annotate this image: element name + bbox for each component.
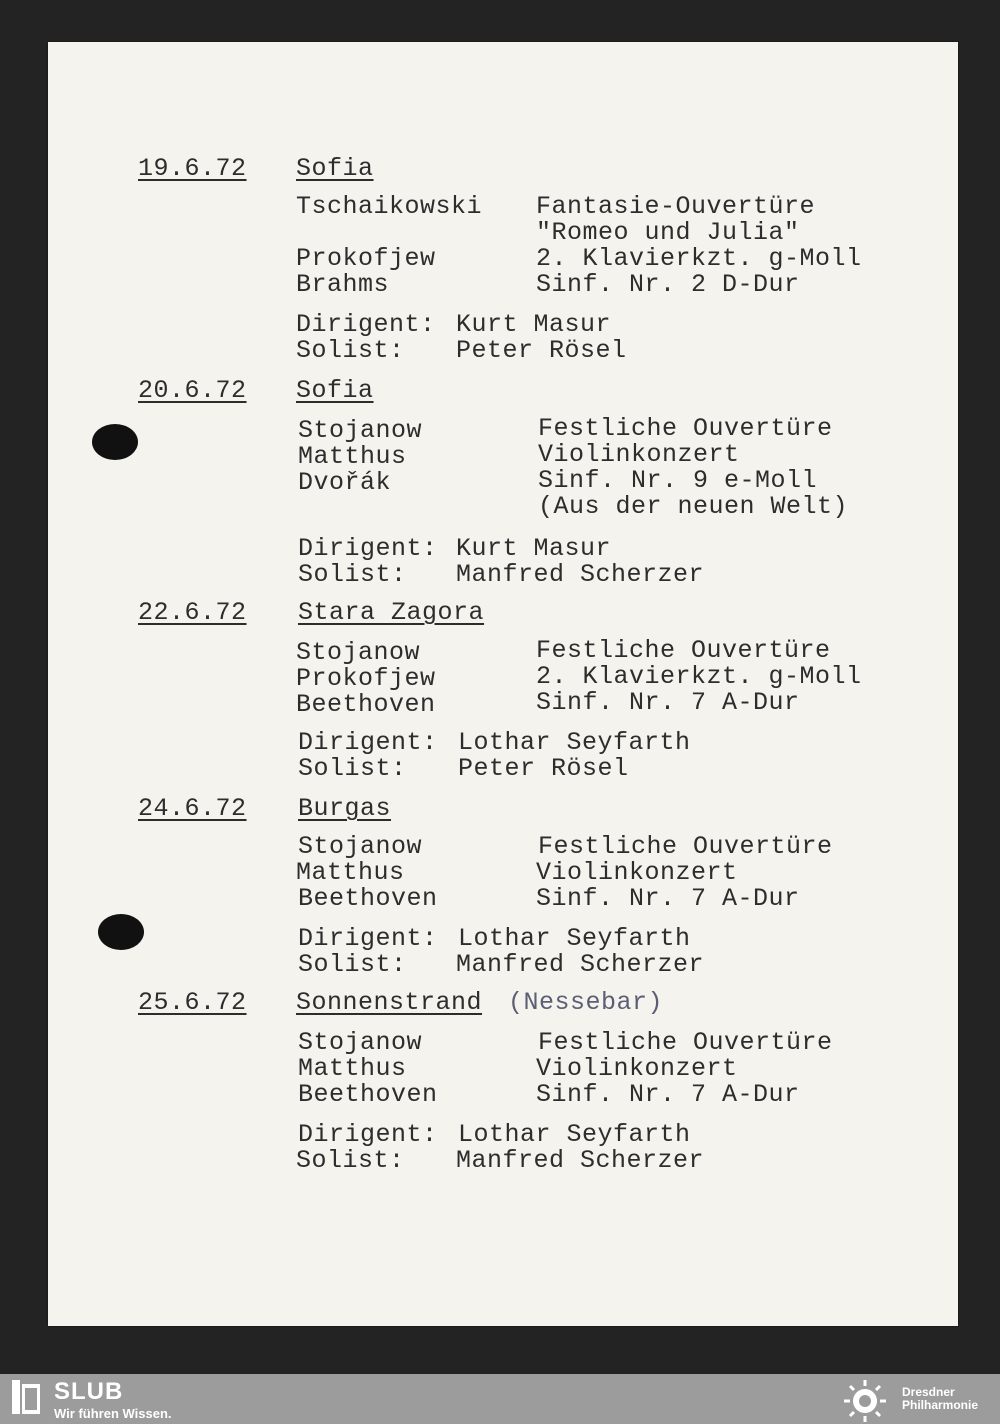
composer: Prokofjew [296, 664, 436, 693]
work-title: Sinf. Nr. 2 D-Dur [536, 270, 800, 299]
soloist-label: Solist: [296, 336, 405, 365]
work-title: Violinkonzert [536, 858, 738, 887]
concert-place: Sofia [296, 376, 374, 405]
conductor-label: Dirigent: [296, 310, 436, 339]
soloist: Manfred Scherzer [456, 1146, 705, 1175]
conductor-label: Dirigent: [298, 728, 438, 757]
composer: Beethoven [298, 1080, 438, 1109]
conductor: Kurt Masur [456, 534, 612, 563]
philharmonie-logo-icon [842, 1378, 888, 1424]
concert-place-note: (Nessebar) [508, 988, 664, 1017]
work-title: Fantasie-Ouvertüre [536, 192, 816, 221]
composer: Matthus [298, 1054, 407, 1083]
composer: Stojanow [298, 416, 423, 445]
composer: Prokofjew [296, 244, 436, 273]
composer: Beethoven [298, 884, 438, 913]
work-title: Festliche Ouvertüre [536, 636, 831, 665]
punch-hole [98, 914, 144, 950]
concert-place: Sofia [296, 154, 374, 183]
work-title: Sinf. Nr. 9 e-Moll [538, 466, 818, 495]
library-name: SLUB [54, 1378, 124, 1405]
composer: Dvořák [298, 468, 392, 497]
work-title: Sinf. Nr. 7 A-Dur [536, 688, 800, 717]
composer: Beethoven [296, 690, 436, 719]
work-title: (Aus der neuen Welt) [538, 492, 849, 521]
slub-logo-icon [12, 1380, 40, 1414]
concert-date: 20.6.72 [138, 376, 247, 405]
conductor: Lothar Seyfarth [458, 728, 691, 757]
concert-date: 24.6.72 [138, 794, 247, 823]
punch-hole [92, 424, 138, 460]
composer: Tschaikowski [296, 192, 483, 221]
composer: Matthus [296, 858, 405, 887]
concert-date: 19.6.72 [138, 154, 247, 183]
conductor: Lothar Seyfarth [458, 924, 691, 953]
concert-date: 25.6.72 [138, 988, 247, 1017]
composer: Stojanow [298, 832, 423, 861]
work-title: Violinkonzert [536, 1054, 738, 1083]
soloist-label: Solist: [296, 1146, 405, 1175]
work-title: 2. Klavierkzt. g-Moll [536, 662, 862, 691]
work-title: Violinkonzert [538, 440, 740, 469]
work-title: "Romeo und Julia" [536, 218, 800, 247]
composer: Brahms [296, 270, 390, 299]
library-tagline: Wir führen Wissen. [54, 1406, 172, 1421]
partner-name-line2: Philharmonie [902, 1398, 979, 1412]
soloist: Manfred Scherzer [456, 950, 705, 979]
soloist-label: Solist: [298, 754, 407, 783]
concert-date: 22.6.72 [138, 598, 247, 627]
composer: Stojanow [298, 1028, 423, 1057]
work-title: 2. Klavierkzt. g-Moll [536, 244, 862, 273]
conductor-label: Dirigent: [298, 1120, 438, 1149]
soloist: Peter Rösel [456, 336, 627, 365]
composer: Stojanow [296, 638, 421, 667]
composer: Matthus [298, 442, 407, 471]
concert-place: Burgas [298, 794, 392, 823]
concert-place: Sonnenstrand [296, 988, 483, 1017]
soloist: Manfred Scherzer [456, 560, 705, 589]
work-title: Festliche Ouvertüre [538, 832, 833, 861]
conductor: Lothar Seyfarth [458, 1120, 691, 1149]
concert-place: Stara Zagora [298, 598, 485, 627]
conductor: Kurt Masur [456, 310, 612, 339]
partner-name-line1: Dresdner [902, 1385, 955, 1399]
work-title: Sinf. Nr. 7 A-Dur [536, 884, 800, 913]
partner-name [902, 1386, 978, 1412]
work-title: Sinf. Nr. 7 A-Dur [536, 1080, 800, 1109]
soloist: Peter Rösel [458, 754, 629, 783]
soloist-label: Solist: [298, 950, 407, 979]
soloist-label: Solist: [298, 560, 407, 589]
work-title: Festliche Ouvertüre [538, 414, 833, 443]
work-title: Festliche Ouvertüre [538, 1028, 833, 1057]
conductor-label: Dirigent: [298, 534, 438, 563]
conductor-label: Dirigent: [298, 924, 438, 953]
